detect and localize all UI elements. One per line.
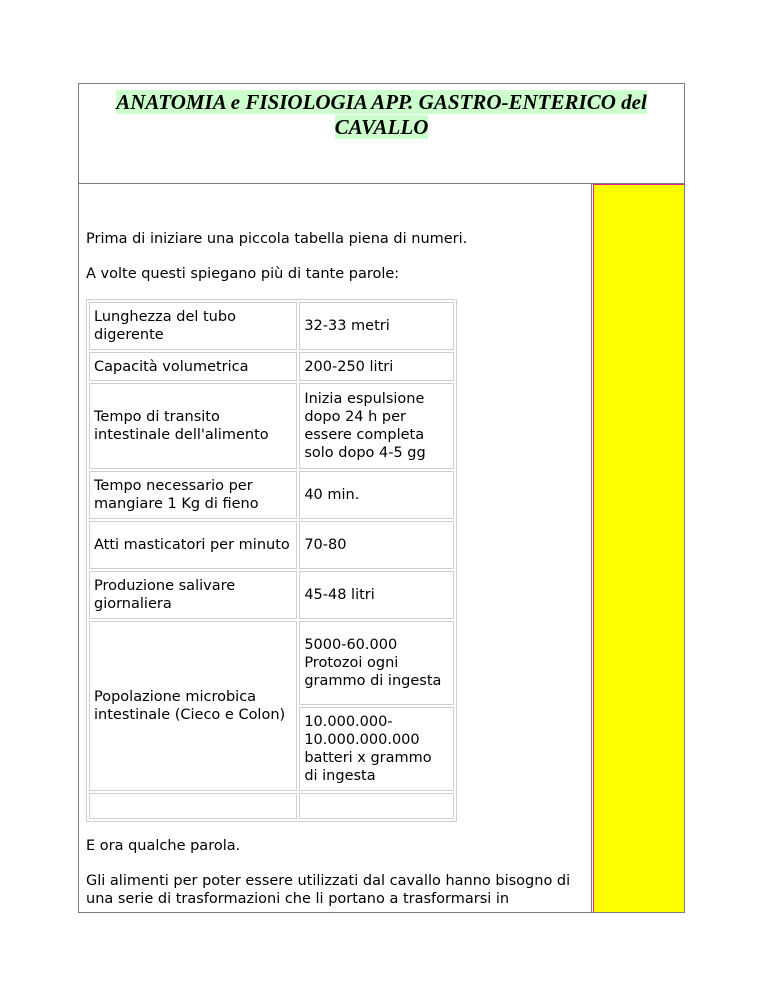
table-row — [89, 352, 454, 381]
side-panel — [593, 184, 684, 912]
row-value: 200-250 litri — [299, 352, 454, 381]
page-title: ANATOMIA e FISIOLOGIA APP. GASTRO-ENTERICO del CAVALLO — [116, 90, 647, 139]
row-label: Tempo di transito intestinale dell'alimento — [89, 383, 297, 469]
row-label: Produzione salivare giornaliera — [89, 571, 297, 619]
empty-cell — [299, 793, 454, 819]
outro-text-1: E ora qualche parola. — [86, 838, 241, 854]
row-value: 5000-60.000 Protozoi ogni grammo di ingesta — [299, 621, 454, 705]
row-value: Inizia espulsione dopo 24 h per essere completa solo dopo 4-5 gg — [299, 383, 454, 469]
row-value: 40 min. — [299, 471, 454, 519]
row-value: 70-80 — [299, 521, 454, 569]
row-label: Lunghezza del tubo digerente — [89, 302, 297, 350]
row-label: Atti masticatori per minuto — [89, 521, 297, 569]
row-value: 32-33 metri — [299, 302, 454, 350]
intro-text-2: A volte questi spiegano più di tante parole: — [86, 266, 400, 282]
empty-cell — [89, 793, 297, 819]
table-row — [89, 302, 454, 350]
table-row-empty — [89, 793, 454, 819]
header-cell — [79, 84, 684, 184]
row-label: Capacità volumetrica — [89, 352, 297, 381]
outro-text-2: Gli alimenti per poter essere utilizzati dal cavallo hanno bisogno di una serie di trasformazioni che li portano a trasformarsi in — [86, 873, 571, 907]
content-cell — [79, 184, 592, 912]
table-row — [89, 383, 454, 469]
row-label: Tempo necessario per mangiare 1 Kg di fieno — [89, 471, 297, 519]
table-row — [89, 471, 454, 519]
numbers-table — [86, 299, 457, 822]
row-label: Popolazione microbica intestinale (Cieco e Colon) — [89, 621, 297, 791]
intro-text-1: Prima di iniziare una piccola tabella piena di numeri. — [86, 231, 468, 247]
row-value: 10.000.000-10.000.000.000 batteri x grammo di ingesta — [299, 707, 454, 791]
main-layout-table — [78, 83, 685, 913]
table-row — [89, 521, 454, 569]
table-row — [89, 621, 454, 705]
table-row — [89, 571, 454, 619]
row-value: 45-48 litri — [299, 571, 454, 619]
